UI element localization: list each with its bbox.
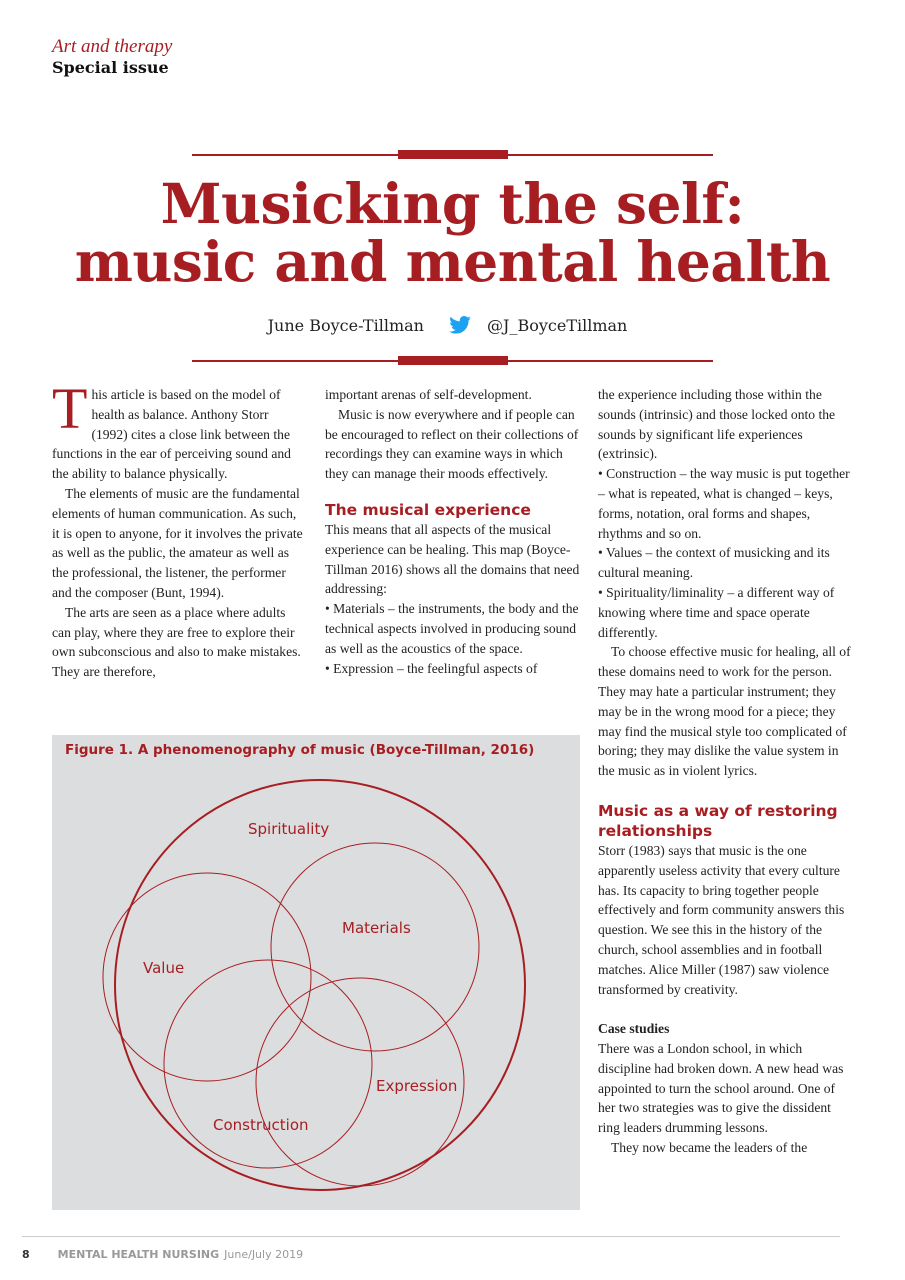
issue-date: June/July 2019 <box>224 1248 304 1261</box>
case-studies-heading: Case studies <box>598 1021 670 1037</box>
paragraph: This means that all aspects of the musical experience can be healing. This map (Boyce-Tillman 2016) shows all the domains that need addressing: <box>325 521 580 597</box>
column-3 <box>598 385 852 1158</box>
paragraph: There was a London school, in which discipline had broken down. A new head was appointed to turn the school around. One of her two strategies was to give the dissident ring leaders drumming lessons. <box>598 1040 844 1136</box>
title-line-2: music and mental health <box>74 229 831 294</box>
bullet-item: • Spirituality/liminality – a different way of knowing where time and space operate differently. <box>598 584 835 640</box>
paragraph: important arenas of self-development. <box>325 387 532 402</box>
subheading: Music as a way of restoring relationships <box>598 801 838 840</box>
byline <box>0 316 905 335</box>
figure-title: Figure 1. A phenomenography of music (Boyce-Tillman, 2016) <box>65 742 535 758</box>
bullet-item: • Materials – the instruments, the body and the technical aspects involved in producing sound as well as the acoustics of the space. <box>325 601 579 656</box>
label-spirituality: Spirituality <box>248 820 330 838</box>
paragraph: To choose effective music for healing, all of these domains need to work for the person. They may hate a particular instrument; they may be in the wrong mood for a piece; they may find the musical style too complicated of boring; they may dislike the value system in the music as in violent lyrics. <box>598 644 851 779</box>
journal-name: MENTAL HEALTH NURSING <box>57 1248 220 1261</box>
page-number: 8 <box>22 1248 30 1261</box>
paragraph: They now became the leaders of the <box>611 1139 808 1155</box>
paragraph: The arts are seen as a place where adults can play, where they are free to explore their own subconscious and also to make mistakes. They are therefore, <box>52 604 301 680</box>
twitter-handle[interactable] <box>449 316 637 335</box>
bullet-item: • Construction – the way music is put together – what is repeated, what is changed – keys, forms, notation, oral forms and shapes, rhythms and so on. <box>598 466 850 541</box>
section-kicker: Art and therapy <box>52 36 173 57</box>
bullet-item: • Values – the context of musicking and its cultural meaning. <box>598 545 830 581</box>
article-title <box>0 171 905 294</box>
section-label: Special issue <box>52 58 169 77</box>
label-expression: Expression <box>376 1077 458 1095</box>
label-materials: Materials <box>342 919 411 937</box>
venn-diagram <box>52 735 580 1210</box>
drop-cap: T <box>52 376 88 441</box>
spirituality-circle <box>115 780 525 1190</box>
bullet-item: • Expression – the feelingful aspects of <box>325 660 538 676</box>
title-line-1: Musicking the self: <box>160 171 745 236</box>
title-rule-accent-bottom <box>398 356 508 365</box>
author-name: June Boyce-Tillman <box>267 316 424 335</box>
column-2 <box>325 385 581 678</box>
construction-circle <box>164 960 372 1168</box>
twitter-bird-icon <box>449 316 471 334</box>
footer-rule <box>22 1236 840 1237</box>
label-value: Value <box>143 959 185 977</box>
paragraph: Storr (1983) says that music is the one apparently useless activity that every culture has. Its capacity to bring together people effectively and form community answers this question. We see this in the history of the church, school assemblies and in football matches. Alice Miller (1987) saw violence transformed by creativity. <box>598 842 845 997</box>
column-1 <box>52 376 306 682</box>
subheading: The musical experience <box>325 500 531 519</box>
paragraph-text: his article is based on the model of health as balance. Anthony Storr (1992) cites a close link between the functions in the ear of perceiving sound and the ability to balance physically. <box>52 387 291 482</box>
label-construction: Construction <box>213 1116 309 1134</box>
figure-1 <box>52 735 580 1210</box>
paragraph: the experience including those within the sounds (intrinsic) and those locked onto the sounds by significant life experiences (extrinsic). <box>598 387 836 462</box>
paragraph <box>52 376 306 484</box>
twitter-handle-text: @J_BoyceTillman <box>487 316 628 335</box>
footer <box>22 1248 303 1261</box>
paragraph: Music is now everywhere and if people can be encouraged to reflect on their collections of recordings they can examine ways in which they can manage their moods effectively. <box>325 406 579 482</box>
title-rule-accent-top <box>398 150 508 159</box>
paragraph: The elements of music are the fundamental elements of human communication. As such, it is open to anyone, for it involves the private as well as the public, the amateur as well as the professional, the listener, the performer and the composer (Bunt, 1994). <box>52 485 303 600</box>
